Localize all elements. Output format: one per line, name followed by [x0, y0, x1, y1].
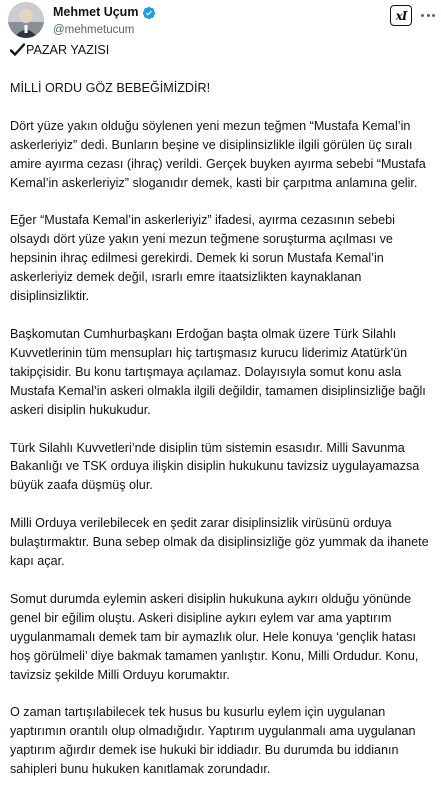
tweet-paragraph: Başkomutan Cumhurbaşkanı Erdoğan başta olmak üzere Türk Silahlı Kuvvetlerinin tüm mensupları hiç tartışmasız kurucu liderimiz Atatürk'ün takipçisidir. Bu konu tartışmaya açılamaz. Dolayısıyla somut konu asla Mustafa Kemal’in askeri olmakla ilgili değildir, tamamen disiplinsizliğe bağlı askeri disiplin hukukudur. — [10, 326, 426, 417]
more-options-icon[interactable] — [418, 4, 438, 26]
tweet-paragraph: Milli Orduya verilebilecek en şedit zarar disiplinsizlik virüsünü orduya bulaştırmaktır. Buna sebep olmak da disiplinsizliğe göz yummak da ihanete kapı açar. — [10, 516, 429, 569]
tweet-paragraph: Dört yüze yakın olduğu söylenen yeni mezun teğmen “Mustafa Kemal’in askerleriyiz” dedi. Bunların beşine ve disiplinsizlikle ilgili görülen üç sıralı amire ayırma cezası (ihraç) verildi. Gerçek buyken ayırma sebebi “Mustafa Kemal’in askerleriyiz” sloganıdır demek, kasti bir çarpıtma anlamına gelir. — [10, 118, 426, 190]
user-info — [53, 4, 156, 38]
tweet-paragraph: O zaman tartışılabilecek tek husus bu kusurlu eylem için uygulanan yaptırımın orantılı olup olmadığıdır. Yaptırım uygulanmalı ama uygulanan yaptırım ağırdır demek ise hukuki bir iddiadır. Bu durumda bu iddianın sahipleri bunu hukuken kanıtlamak zorundadır. — [10, 705, 416, 777]
heavy-check-mark-icon — [10, 43, 25, 57]
grok-icon[interactable]: xI — [390, 5, 412, 26]
tweet-paragraph: Türk Silahlı Kuvvetleri’nde disiplin tüm sistemin esasıdır. Milli Savunma Bakanlığı ve TSK orduya ilişkin disiplin hukukunu tavizsiz uygulayamazsa büyük zaafa düşmüş olur. — [10, 440, 420, 493]
user-handle[interactable]: @mehmetucum — [53, 24, 135, 36]
avatar[interactable] — [8, 2, 44, 38]
tweet-title-line — [10, 41, 438, 60]
tweet-paragraph: MİLLİ ORDU GÖZ BEBEĞİMİZDİR! — [10, 80, 211, 95]
tweet-header — [0, 0, 441, 42]
tweet-title: PAZAR YAZISI — [26, 43, 110, 57]
verified-badge-icon — [142, 6, 156, 20]
display-name[interactable]: Mehmet Uçum — [53, 5, 139, 19]
tweet-text — [10, 41, 438, 798]
tweet-paragraph: Somut durumda eylemin askeri disiplin hukukuna aykırı olduğu yönünde genel bir eğilim oluştu. Askeri disipline aykırı eylem var ama yaptırım uygulanmamalı demek tam bir aymazlık olur. Hele konuya ‘gençlik hatası hoş görülmeli’ diye bakmak tamamen yanlıştır. Konu, Milli Ordudur. Konu, tavizsiz şekilde Milli Orduyu korumaktır. — [10, 591, 419, 682]
tweet-paragraph: Eğer “Mustafa Kemal’in askerleriyiz” ifadesi, ayırma cezasının sebebi olsaydı dört yüze yakın yeni mezun teğmene soruşturma açılması ve hepsinin ihraç edilmesi gerekirdi. Demek ki sorun Mustafa Kemal’in askerleriyiz demek değil, ısrarlı emre itaatsizlikten kaynaklanan disiplinsizliktir. — [10, 213, 395, 304]
